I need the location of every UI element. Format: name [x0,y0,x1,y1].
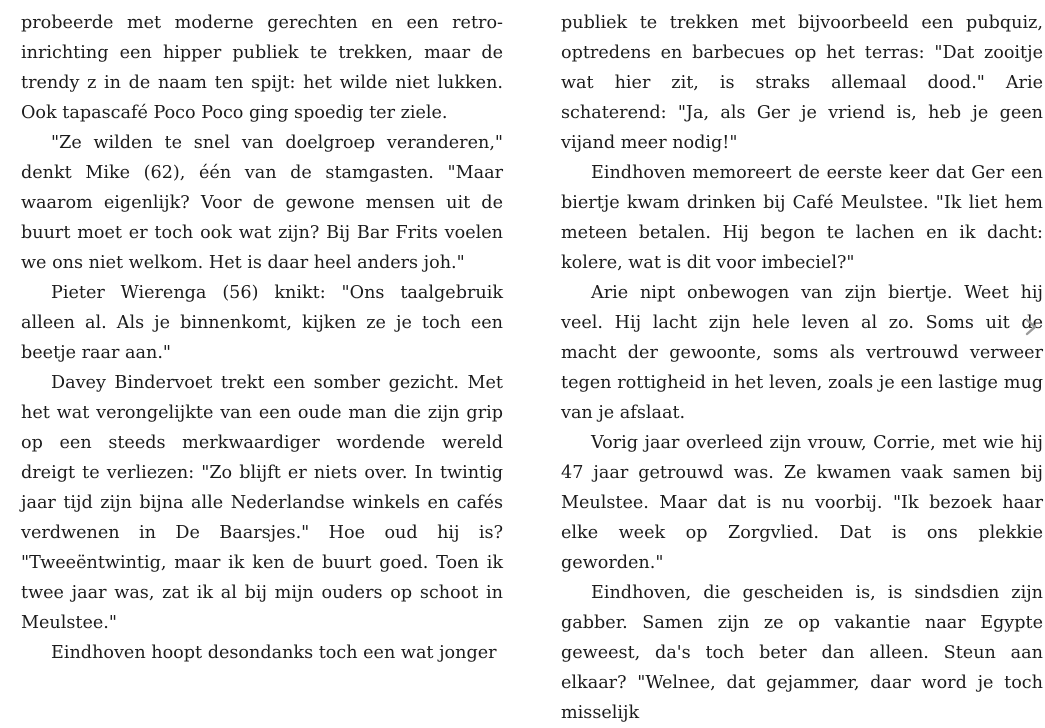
paragraph: Davey Bindervoet trekt een somber gezicht. Met het wat verongelijkte van een oude man die zijn grip op een steeds merkwaardiger wordende wereld dreigt te verliezen: "Zo blijft er niets over. In twintig jaar tijd zijn bijna alle Nederlandse winkels en cafés verdwenen in De Baarsjes." Hoe oud hij is? "Tweeëntwintig, maar ik ken de buurt goed. Toen ik twee jaar was, zat ik al bij mijn ouders op schoot in Meulstee." [21,373,503,633]
paragraph: Arie nipt onbewogen van zijn biertje. Weet hij veel. Hij lacht zijn hele leven al zo. Soms uit de macht der gewoonte, soms als vertrouwd verweer tegen rottigheid in het leven, zoals je een lastige mug van je afslaat. [561,283,1043,423]
paragraph: Pieter Wierenga (56) knikt: "Ons taalgebruik alleen al. Als je binnenkomt, kijken ze je toch een beetje raar aan." [21,283,503,363]
paragraph: Vorig jaar overleed zijn vrouw, Corrie, met wie hij 47 jaar getrouwd was. Ze kwamen vaak samen bij Meulstee. Maar dat is nu voorbij. "Ik bezoek haar elke week op Zorgvlied. Dat is ons plekkie geworden." [561,433,1043,573]
paragraph-continued: publiek te trekken met bijvoorbeeld een pubquiz, optredens en barbecues op het terras: "Dat zooitje wat hier zit, is straks allemaal dood." Arie schaterend: "Ja, als Ger je vriend is, heb je geen vijand meer nodig!" [561,13,1043,153]
paragraph: Eindhoven hoopt desondanks toch een wat jonger [51,643,497,663]
text-column-right [561,8,1043,728]
paragraph: "Ze wilden te snel van doelgroep veranderen," denkt Mike (62), één van de stamgasten. "Maar waarom eigenlijk? Voor de gewone mensen uit de buurt moet er toch ook wat zijn? Bij Bar Frits voelen we ons niet welkom. Het is daar heel anders joh." [21,133,503,273]
text-column-left [21,8,503,668]
paragraph-continued: probeerde met moderne gerechten en een retro-inrichting een hipper publiek te trekken, maar de trendy z in de naam ten spijt: het wilde niet lukken. Ook tapascafé Poco Poco ging spoedig ter ziele. [21,13,503,123]
paragraph: Eindhoven memoreert de eerste keer dat Ger een biertje kwam drinken bij Café Meulstee. "Ik liet hem meteen betalen. Hij begon te lachen en ik dacht: kolere, wat is dit voor imbeciel?" [561,163,1043,273]
paragraph: Eindhoven, die gescheiden is, is sindsdien zijn gabber. Samen zijn ze op vakantie naar Egypte geweest, da's toch beter dan alleen. Steun aan elkaar? "Welnee, dat gejammer, daar word je toch misselijk [561,583,1043,723]
next-page-button[interactable] [1019,315,1043,339]
chevron-right-icon [1024,318,1038,336]
